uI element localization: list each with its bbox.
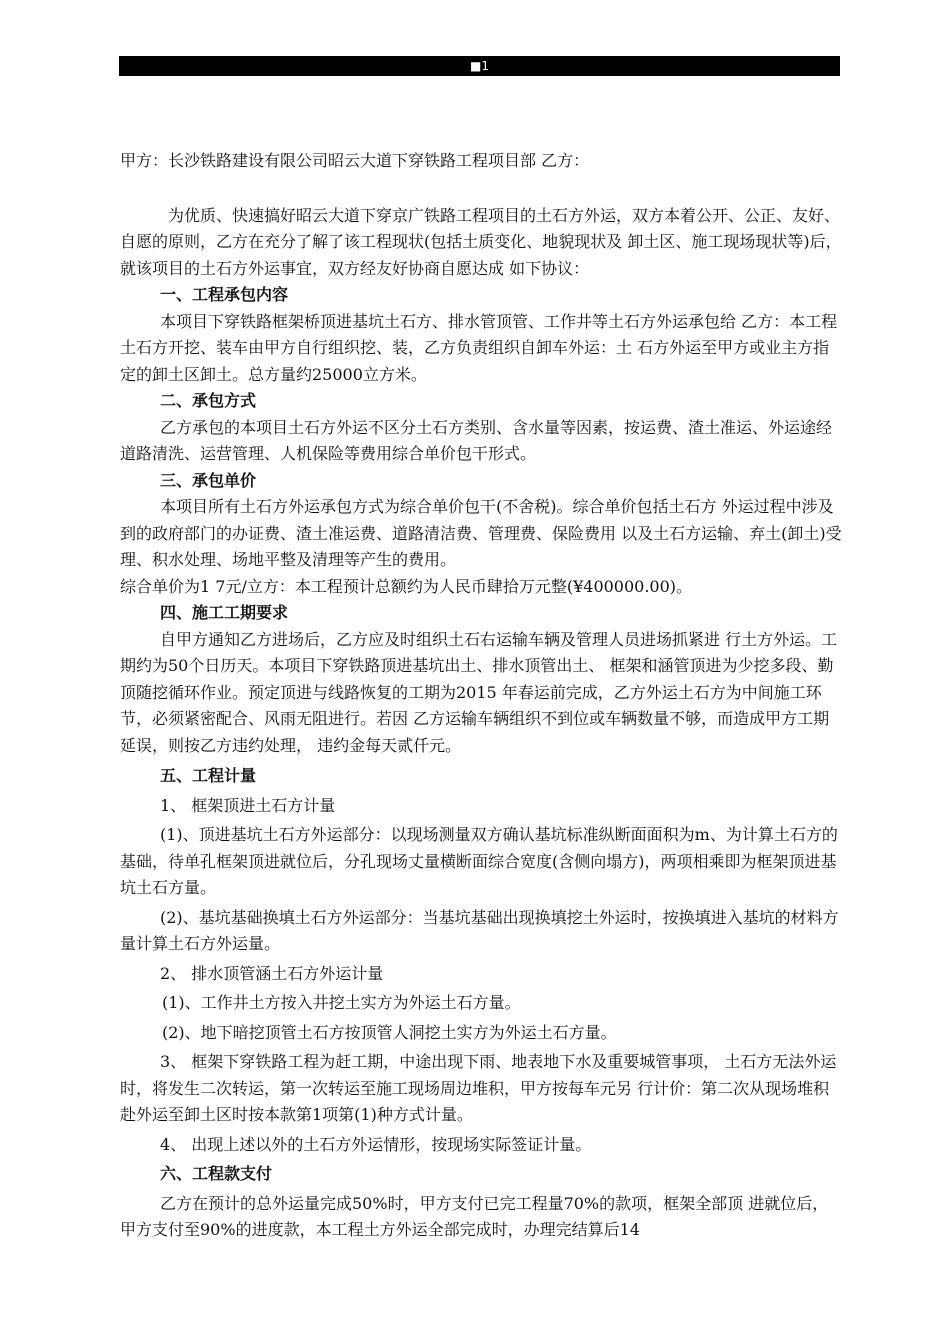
section-3-price: 综合单价为1 7元/立方：本工程预计总额约为人民币肆拾万元整(¥400000.00)。	[120, 576, 693, 596]
section-5-item-2-2: (2)、地下暗挖顶管土石方按顶管人洞挖土实方为外运土石方量。	[162, 1022, 617, 1042]
section-2-body: 乙方承包的本项目土石方外运不区分土石方类别、含水量等因素，按运费、渣土准运、外运途经道路清洗、运营管理、人机保险等费用综合单价包干形式。	[120, 417, 833, 463]
section-5-item-1-2: (2)、基坑基础换填土石方外运部分：当基坑基础出现换填挖土外运时，按换填进入基坑的材料方量计算土石方外运量。	[120, 907, 839, 953]
page-number-label: ■1	[470, 59, 489, 73]
document-body	[120, 148, 842, 1244]
section-5-item-1: 1、 框架顶进土石方计量	[160, 795, 336, 815]
section-2-heading: 二、承包方式	[160, 391, 257, 410]
section-5-item-2-1: (1)、工作井土方按入井挖土实方为外运土石方量。	[162, 993, 521, 1012]
page-header-bar	[119, 56, 840, 76]
section-6-body: 乙方在预计的总外运量完成50%时，甲方支付已完工程量70%的款项，框架全部顶 进就位后，甲方支付至90%的进度款，本工程土方外运全部完成时，办理完结算后14	[120, 1193, 829, 1239]
section-3-heading: 三、承包单价	[160, 470, 257, 490]
section-6-heading: 六、工程款支付	[160, 1164, 273, 1183]
section-5-item-4: 4、 出现上述以外的土石方外运情形，按现场实际签证计量。	[160, 1134, 592, 1154]
section-5-item-3: 3、 框架下穿铁路工程为赶工期，中途出现下雨、地表地下水及重要城管事项， 土石方无法外运时，将发生二次转运，第一次转运至施工现场周边堆积，甲方按每车元另 行计价：第二次从现场堆积赴外运至卸土区时按本款第1项第(1)种方式计量。	[120, 1052, 837, 1124]
section-5-heading: 五、工程计量	[160, 766, 257, 785]
section-5-item-1-1: (1)、顶进基坑土石方外运部分：以现场测量双方确认基坑标准纵断面面积为m、为计算土石方的基础，待单孔框架顶进就位后，分孔现场丈量横断面综合宽度(含侧向塌方)，两项相乘即为框架顶进基坑土石方量。	[120, 825, 838, 897]
section-4-heading: 四、施工工期要求	[160, 603, 289, 622]
section-1-body: 本项目下穿铁路框架桥顶进基坑土石方、排水管顶管、工作井等土石方外运承包给 乙方：本工程土石方开挖、装车由甲方自行组织挖、装，乙方负责组织自卸车外运：土 石方外运至甲方或业主方指定的卸土区卸土。总方量约25000立方米。	[120, 311, 838, 384]
section-5-item-2: 2、 排水顶管涵土石方外运计量	[160, 963, 384, 983]
parties-line: 甲方：长沙铁路建设有限公司昭云大道下穿铁路工程项目部 乙方：	[120, 151, 590, 170]
section-3-body: 本项目所有土石方外运承包方式为综合单价包干(不舍税)。综合单价包括土石方 外运过程中涉及到的政府部门的办证费、渣土准运费、道路清洁费、管理费、保险费用 以及土石方运输、弃土(卸土)受理、积水处理、场地平整及清理等产生的费用。	[120, 497, 842, 569]
spacer	[120, 175, 842, 203]
section-1-heading: 一、工程承包内容	[160, 285, 289, 304]
section-4-body: 自甲方通知乙方进场后，乙方应及时组织土石右运输车辆及管理人员进场抓紧进 行土方外运。工期约为50个日历天。本项目下穿铁路顶进基坑出土、排水顶管出土、 框架和涵管顶进为少挖多段、勤顶随挖循环作业。预定顶进与线路恢复的工期为2015 年春运前完成，乙方外运土石方为中间施工环节，必须紧密配合、风雨无阻进行。若因 乙方运输车辆组织不到位或车辆数量不够，而造成甲方工期延误，则按乙方违约处理， 违约金每天贰仟元。	[120, 629, 838, 755]
intro-paragraph: 为优质、快速搞好昭云大道下穿京广铁路工程项目的土石方外运，双方本着公开、公正、友好、自愿的原则，乙方在充分了解了该工程现状(包括土质变化、地貌现状及 卸土区、施工现场现状等)后，就该项目的土石方外运事宜，双方经友好协商自愿达成 如下协议：	[120, 205, 842, 278]
